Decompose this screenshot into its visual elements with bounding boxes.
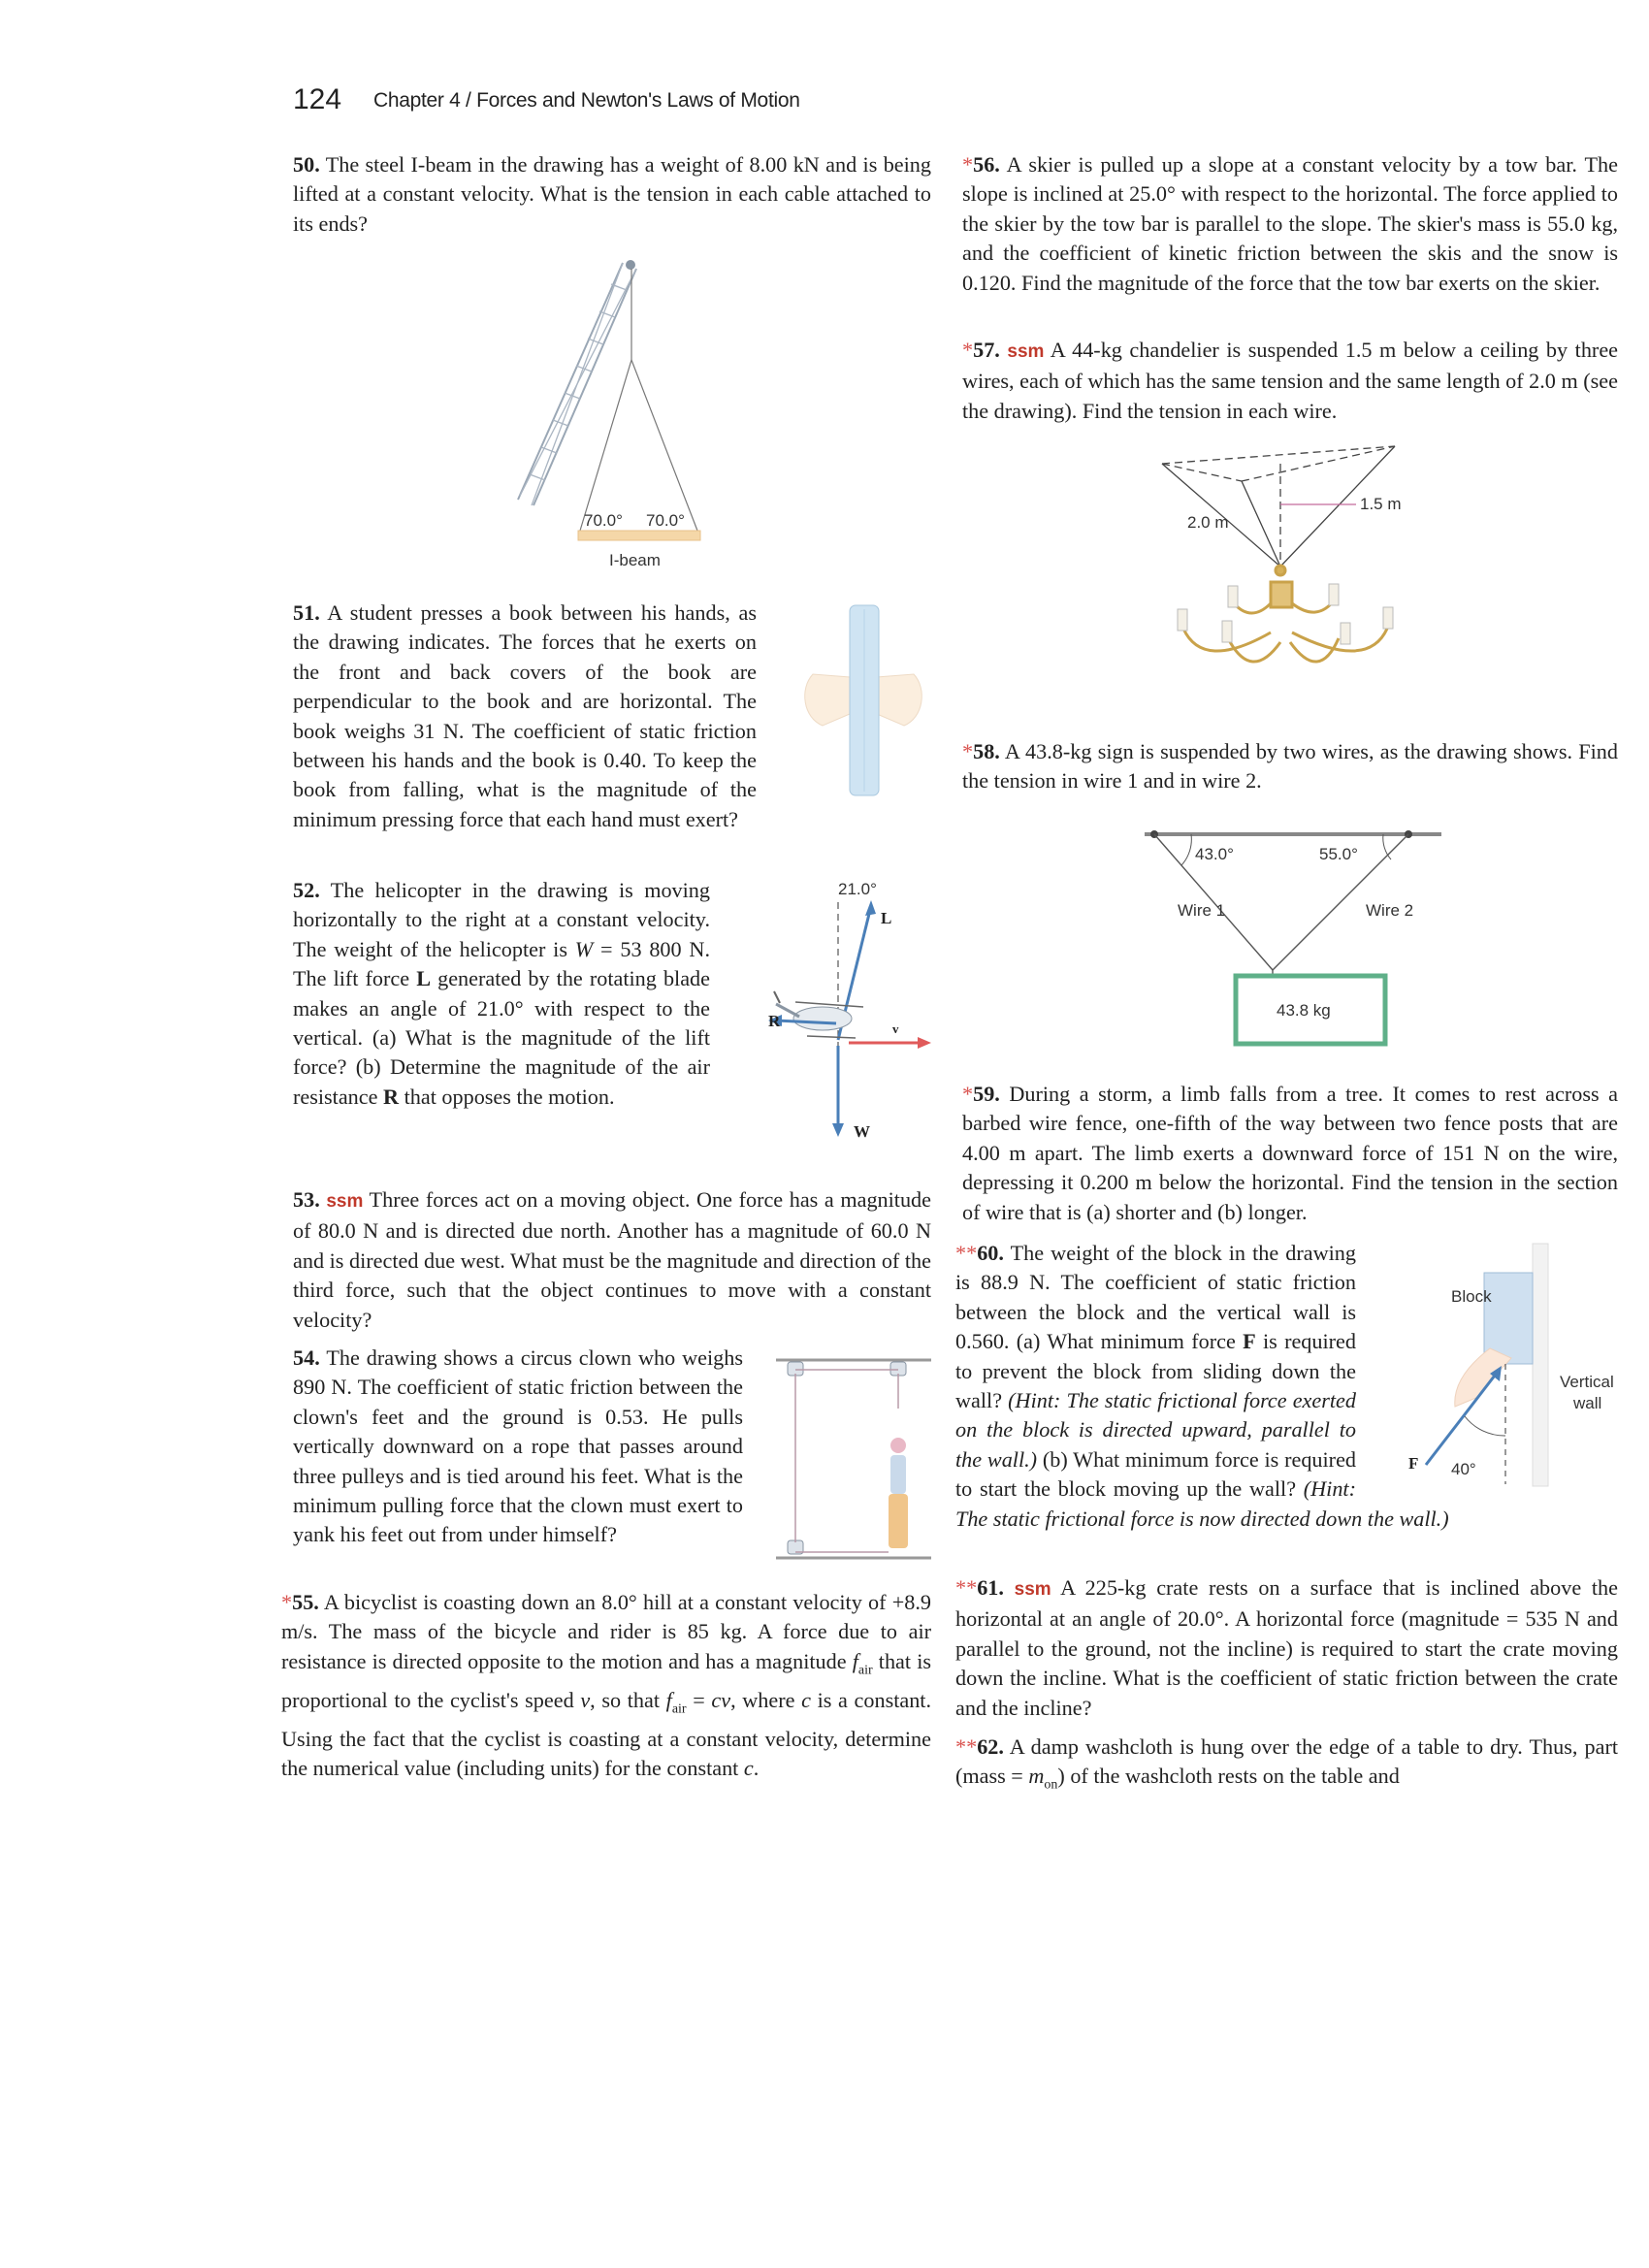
difficulty-star: * [962, 1082, 974, 1106]
ibeam-crane-figure [495, 257, 718, 579]
problem-number: 57. [973, 338, 1000, 362]
helicopter-figure [747, 873, 936, 1154]
difficulty-star: ** [955, 1575, 978, 1600]
wire-length-label: 2.0 m [1187, 513, 1229, 532]
sign-wires-figure [1135, 825, 1445, 1050]
problem-text: A 225-kg crate rests on a surface that is inclined above the horizontal at an angle of 20.0°. A horizontal force (magnitude = 535 N and parallel to the ground, not the incline) is required to start the crate moving down the incline. What is the coefficient of static friction between the crate and the incline? [955, 1575, 1618, 1720]
crane-boom [518, 260, 636, 505]
difficulty-star: * [962, 739, 974, 763]
angle-label-right: 70.0° [646, 511, 685, 530]
angle-1-label: 43.0° [1195, 845, 1234, 863]
helicopter-shape [774, 991, 863, 1038]
difficulty-star: * [962, 152, 974, 177]
pulleys [788, 1362, 906, 1554]
difficulty-star: * [281, 1590, 293, 1614]
ibeam-label: I-beam [609, 551, 661, 569]
lifting-cables [580, 269, 697, 531]
force-label: F [1408, 1454, 1419, 1473]
problem-51 [293, 599, 757, 834]
problem-56 [962, 150, 1618, 298]
problem-number: 62. [977, 1734, 1004, 1759]
problem-number: 52. [293, 878, 320, 902]
problem-text: During a storm, a limb falls from a tree. It comes to rest across a barbed wire fence, one-fifth of the way between two fence posts that are 4.00 m apart. The limb exerts a downward force of 151 N on the wire, depressing it 0.200 m below the horizontal. Find the tension in the section of wire that is (a) shorter and (b) longer. [962, 1082, 1619, 1224]
problem-53 [293, 1185, 931, 1335]
height-label: 1.5 m [1360, 495, 1402, 513]
right-hand-shape [877, 674, 922, 726]
problem-number: 53. [293, 1187, 320, 1212]
problem-61 [955, 1573, 1618, 1723]
sign-mass-label: 43.8 kg [1277, 1001, 1331, 1020]
problem-number: 56. [973, 152, 1000, 177]
wire-1-label: Wire 1 [1178, 901, 1226, 920]
resistance-label: R [768, 1012, 781, 1030]
problem-59 [962, 1080, 1618, 1227]
wall-label-line1: Vertical [1560, 1373, 1614, 1391]
problem-text: Three forces act on a moving object. One force has a magnitude of 80.0 N and is directed due north. Another has a magnitude of 60.0 N and is directed due west. What must be the magnitude and direction of the third force, such that the object continues to move with a constant velocity? [293, 1187, 931, 1332]
ssm-tag: ssm [1007, 341, 1045, 362]
difficulty-star: ** [955, 1241, 978, 1265]
difficulty-star: ** [955, 1734, 978, 1759]
problem-number: 58. [973, 739, 1000, 763]
problem-60: **60. The weight of the block in the drawing is 88.9 N. The coefficient of static friction between the block and the vertical wall is 0.560. (a) What minimum force F is required to prevent the block from sliding down the wall? (Hint: The static frictional force exerted on the block is directed upward, parallel to the wall.) (b) What minimum force is required to start the block moving up the wall? (Hint: The static frictional force is now directed down the wall.) [955, 1239, 1618, 1534]
problem-number: 55. [292, 1590, 319, 1614]
clown-shape [889, 1438, 908, 1548]
clown-pulley-figure [774, 1350, 934, 1564]
problem-50 [293, 150, 931, 239]
rope [795, 1370, 898, 1552]
velocity-label: v [892, 1021, 899, 1036]
angle-label-left: 70.0° [584, 511, 623, 530]
chapter-title: Chapter 4 / Forces and Newton's Laws of Motion [373, 89, 800, 112]
problem-number: 54. [293, 1345, 320, 1370]
block-wall-figure [1397, 1242, 1625, 1494]
block-label: Block [1451, 1287, 1492, 1306]
problem-number: 51. [293, 600, 320, 625]
problem-text: A 44-kg chandelier is suspended 1.5 m below a ceiling by three wires, each of which has the same tension and the same length of 2.0 m (see the drawing). Find the tension in each wire. [962, 338, 1619, 423]
lift-angle-label: 21.0° [838, 880, 877, 898]
problem-text: A 43.8-kg sign is suspended by two wires, as the drawing shows. Find the tension in wire 1 and in wire 2. [962, 739, 1618, 794]
problem-text: The drawing shows a circus clown who weighs 890 N. The coefficient of static friction between the clown's feet and the ground is 0.53. He pulls vertically downward on a rope that passes around three pulleys and is tied around his feet. What is the minimum pulling force that the clown must exert to yank his feet out from under himself? [293, 1345, 744, 1547]
problem-text: A student presses a book between his hands, as the drawing indicates. The forces that he exerts on the front and back covers of the book are perpendicular to the book and are horizontal. The book weighs 31 N. The coefficient of static friction between his hands and the book is 0.40. To keep the book from falling, what is the magnitude of the minimum pressing force that each hand must exert? [293, 600, 757, 831]
problem-text: The steel I-beam in the drawing has a weight of 8.00 kN and is being lifted at a constant velocity. What is the tension in each cable attached to its ends? [293, 152, 931, 236]
ibeam-shape [578, 531, 700, 540]
vertical-wall-shape [1533, 1244, 1548, 1486]
chandelier-figure [1145, 438, 1436, 710]
problem-number: 59. [973, 1082, 1000, 1106]
weight-label: W [854, 1122, 870, 1141]
left-hand-shape [805, 674, 850, 726]
problem-58 [962, 737, 1618, 796]
lift-label: L [881, 909, 892, 927]
ssm-tag: ssm [1014, 1579, 1051, 1600]
chandelier-shape [1183, 566, 1387, 662]
ssm-tag: ssm [326, 1191, 364, 1212]
problem-62: **62. A damp washcloth is hung over the edge of a table to dry. Thus, part (mass = $m_{on}$) of the washcloth rests on the table and [955, 1734, 1618, 1793]
problem-54 [293, 1344, 743, 1550]
hand-shape [1455, 1348, 1511, 1407]
problem-number: 61. [977, 1575, 1004, 1600]
wire-2-label: Wire 2 [1366, 901, 1414, 920]
angle-label: 40° [1451, 1460, 1476, 1478]
problem-number: 60. [977, 1241, 1004, 1265]
problem-57 [962, 336, 1618, 426]
angle-2-label: 55.0° [1319, 845, 1358, 863]
problem-text: A skier is pulled up a slope at a constant velocity by a tow bar. The slope is inclined at 25.0° with respect to the horizontal. The force applied to the skier by the tow bar is parallel to the slope. The skier's mass is 55.0 kg, and the coefficient of kinetic friction between the skis and the snow is 0.120. Find the magnitude of the force that the tow bar exerts on the skier. [962, 152, 1618, 295]
difficulty-star: * [962, 338, 974, 362]
hands-book-figure [795, 601, 931, 800]
problem-52: 52. The helicopter in the drawing is moving horizontally to the right at a constant velocity. The weight of the helicopter is W = 53 800 N. The lift force L generated by the rotating blade makes an angle of 21.0° with respect to the vertical. (a) What is the magnitude of the lift force? (b) Determine the magnitude of the air resistance R that opposes the motion. [293, 878, 711, 1109]
wall-label-line2: wall [1573, 1394, 1602, 1412]
problem-55: *55. A bicyclist is coasting down an 8.0° hill at a constant velocity of +8.9 m/s. The mass of the bicycle and rider is 85 kg. A force due to air resistance is directed opposite to the motion and has a magnitude $f_{air}$ that is proportional to the cyclist's speed v, so that $f_{air}$ = cv, where c is a constant. Using the fact that the cyclist is coasting at a constant velocity, determine the numerical value (including units) for the constant c. [281, 1590, 932, 1780]
problem-number: 50. [293, 152, 320, 177]
page-number: 124 [293, 83, 342, 115]
